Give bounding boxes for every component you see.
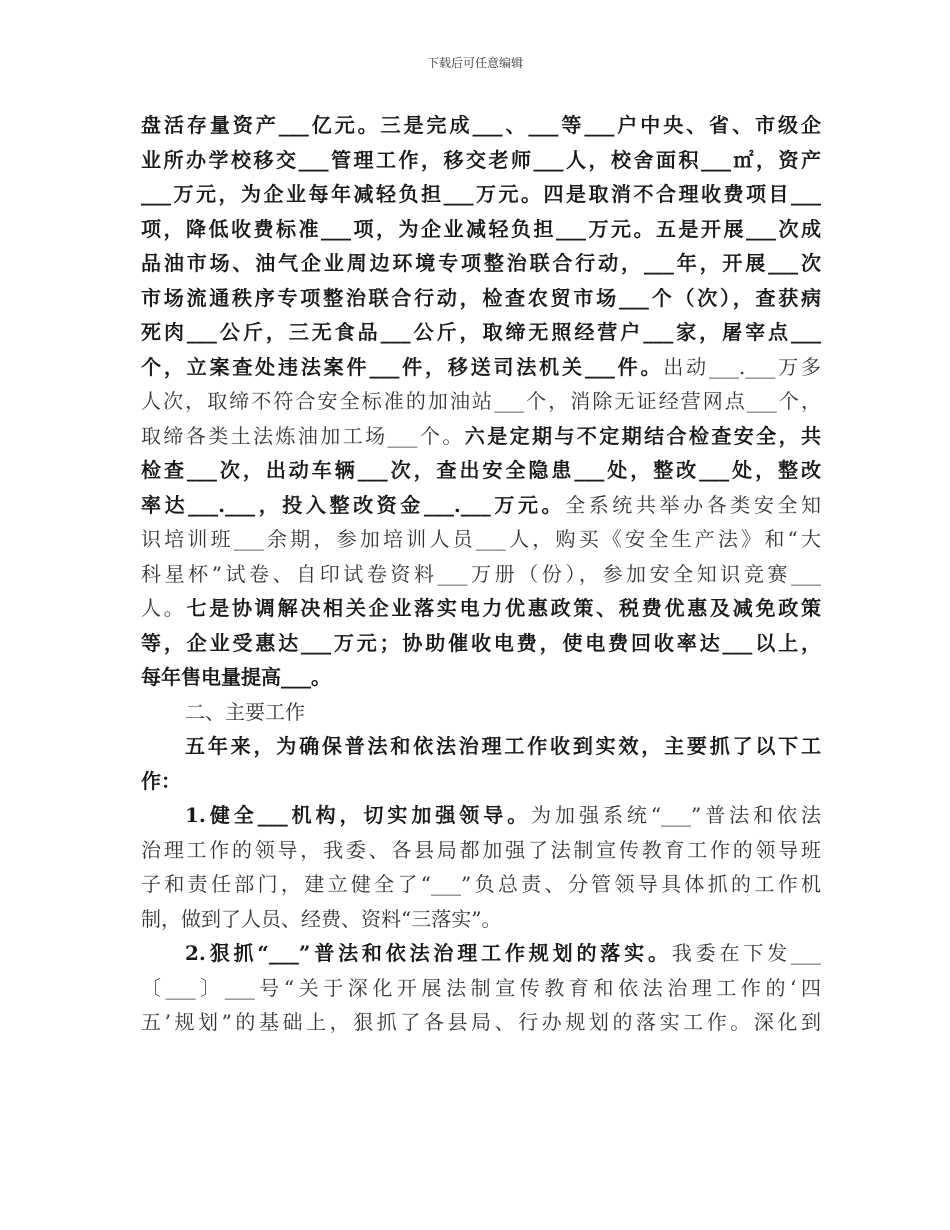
body-text: 识培训班___余期，参加培训人员___人，购买《安全生产法》和“大 <box>141 527 821 551</box>
text-line <box>141 936 821 971</box>
text-line <box>141 591 821 626</box>
text-line <box>141 350 821 385</box>
text-line <box>141 522 821 557</box>
body-text: 子和责任部门，建立健全了“___”负总责、分管领导具体抓的工作机 <box>141 872 821 896</box>
text-line <box>141 660 821 695</box>
body-text: 取缔各类土法炼油加工场___个。 <box>141 423 465 448</box>
bold-text: 率达___.___，投入整改资金___.___万元。 <box>141 492 566 517</box>
text-line <box>141 798 821 833</box>
body-text: 制，做到了人员、经费、资料“三落实”。 <box>141 906 502 931</box>
body-text: 人。 <box>141 596 187 620</box>
text-line <box>141 419 821 454</box>
document-body <box>141 108 821 1040</box>
bold-text: 业所办学校移交___管理工作，移交老师___人，校舍面积___㎡，资产 <box>141 147 821 172</box>
bold-text: 六是定期与不定期结合检查安全，共 <box>464 423 821 448</box>
text-line <box>141 626 821 661</box>
bold-text: 盘活存量资产___亿元。三是完成___、___等___户中央、省、市级企 <box>141 113 821 137</box>
body-text: 二、主要工作 <box>185 699 305 724</box>
text-line <box>141 281 821 316</box>
bold-text: 每年售电量提高___。 <box>141 665 331 689</box>
bold-text: ___万元，为企业每年减轻负担___万元。四是取消不合理收费项目___ <box>141 182 821 206</box>
text-line <box>141 212 821 247</box>
bold-text: 五年来，为确保普法和依法治理工作收到实效，主要抓了以下工 <box>185 734 821 758</box>
bold-text: 七是协调解决相关企业落实电力优惠政策、税费优惠及减免政策 <box>186 596 821 620</box>
bold-text: 品油市场、油气企业周边环境专项整治联合行动，___年，开展___次 <box>141 251 821 275</box>
text-line <box>141 867 821 902</box>
text-line <box>141 177 821 212</box>
bold-text: 个，立案查处违法案件___件，移送司法机关___件。 <box>141 354 664 379</box>
body-text: 五’规划”的基础上，狠抓了各县局、行办规划的落实工作。深化到 <box>141 1010 821 1034</box>
bold-text: 市场流通秩序专项整治联合行动，检查农贸市场___个（次），查获病 <box>141 285 821 310</box>
body-text: 治理工作的领导，我委、各县局都加强了法制宣传教育工作的领导班 <box>141 837 821 862</box>
text-line <box>141 108 821 143</box>
bold-text: 1.健全___机构，切实加强领导。 <box>185 803 532 827</box>
text-line <box>141 557 821 592</box>
bold-text: 等，企业受惠达___万元；协助催收电费，使电费回收率达___以上， <box>141 630 821 655</box>
body-text: 人次，取缔不符合安全标准的加油站___个，消除无证经营网点___个， <box>141 389 821 413</box>
body-text: 出动___.___万多 <box>663 354 821 379</box>
text-line <box>141 902 821 937</box>
text-line <box>141 1005 821 1040</box>
text-line <box>141 764 821 799</box>
page-header: 下载后可任意编辑 <box>426 56 523 70</box>
bold-text: 检查___次，出动车辆___次，查出安全隐患___处，整改___处，整改 <box>141 458 821 482</box>
body-text: 〔___〕___号“关于深化开展法制宣传教育和依法治理工作的‘四 <box>141 975 821 1000</box>
text-line <box>141 453 821 488</box>
text-line <box>141 971 821 1006</box>
text-line <box>141 488 821 523</box>
text-line <box>141 729 821 764</box>
body-text: 为加强系统“___”普法和依法 <box>531 803 821 827</box>
body-text: 科星杯”试卷、自印试卷资料___万册（份），参加安全知识竞赛___ <box>141 561 821 586</box>
bold-text: 死肉___公斤，三无食品___公斤，取缔无照经营户___家，屠宰点___ <box>141 320 821 344</box>
text-line <box>141 246 821 281</box>
text-line <box>141 384 821 419</box>
text-line <box>141 833 821 868</box>
bold-text: 项，降低收费标准___项，为企业减轻负担___万元。五是开展___次成 <box>141 216 821 241</box>
text-line <box>141 143 821 178</box>
body-text: 全系统共举办各类安全知 <box>565 492 821 517</box>
bold-text: 2.狠抓“___”普法和依法治理工作规划的落实。 <box>185 941 672 965</box>
body-text: 我委在下发___ <box>671 941 821 965</box>
text-line <box>141 315 821 350</box>
text-line <box>141 695 821 730</box>
bold-text: 作： <box>141 768 181 793</box>
